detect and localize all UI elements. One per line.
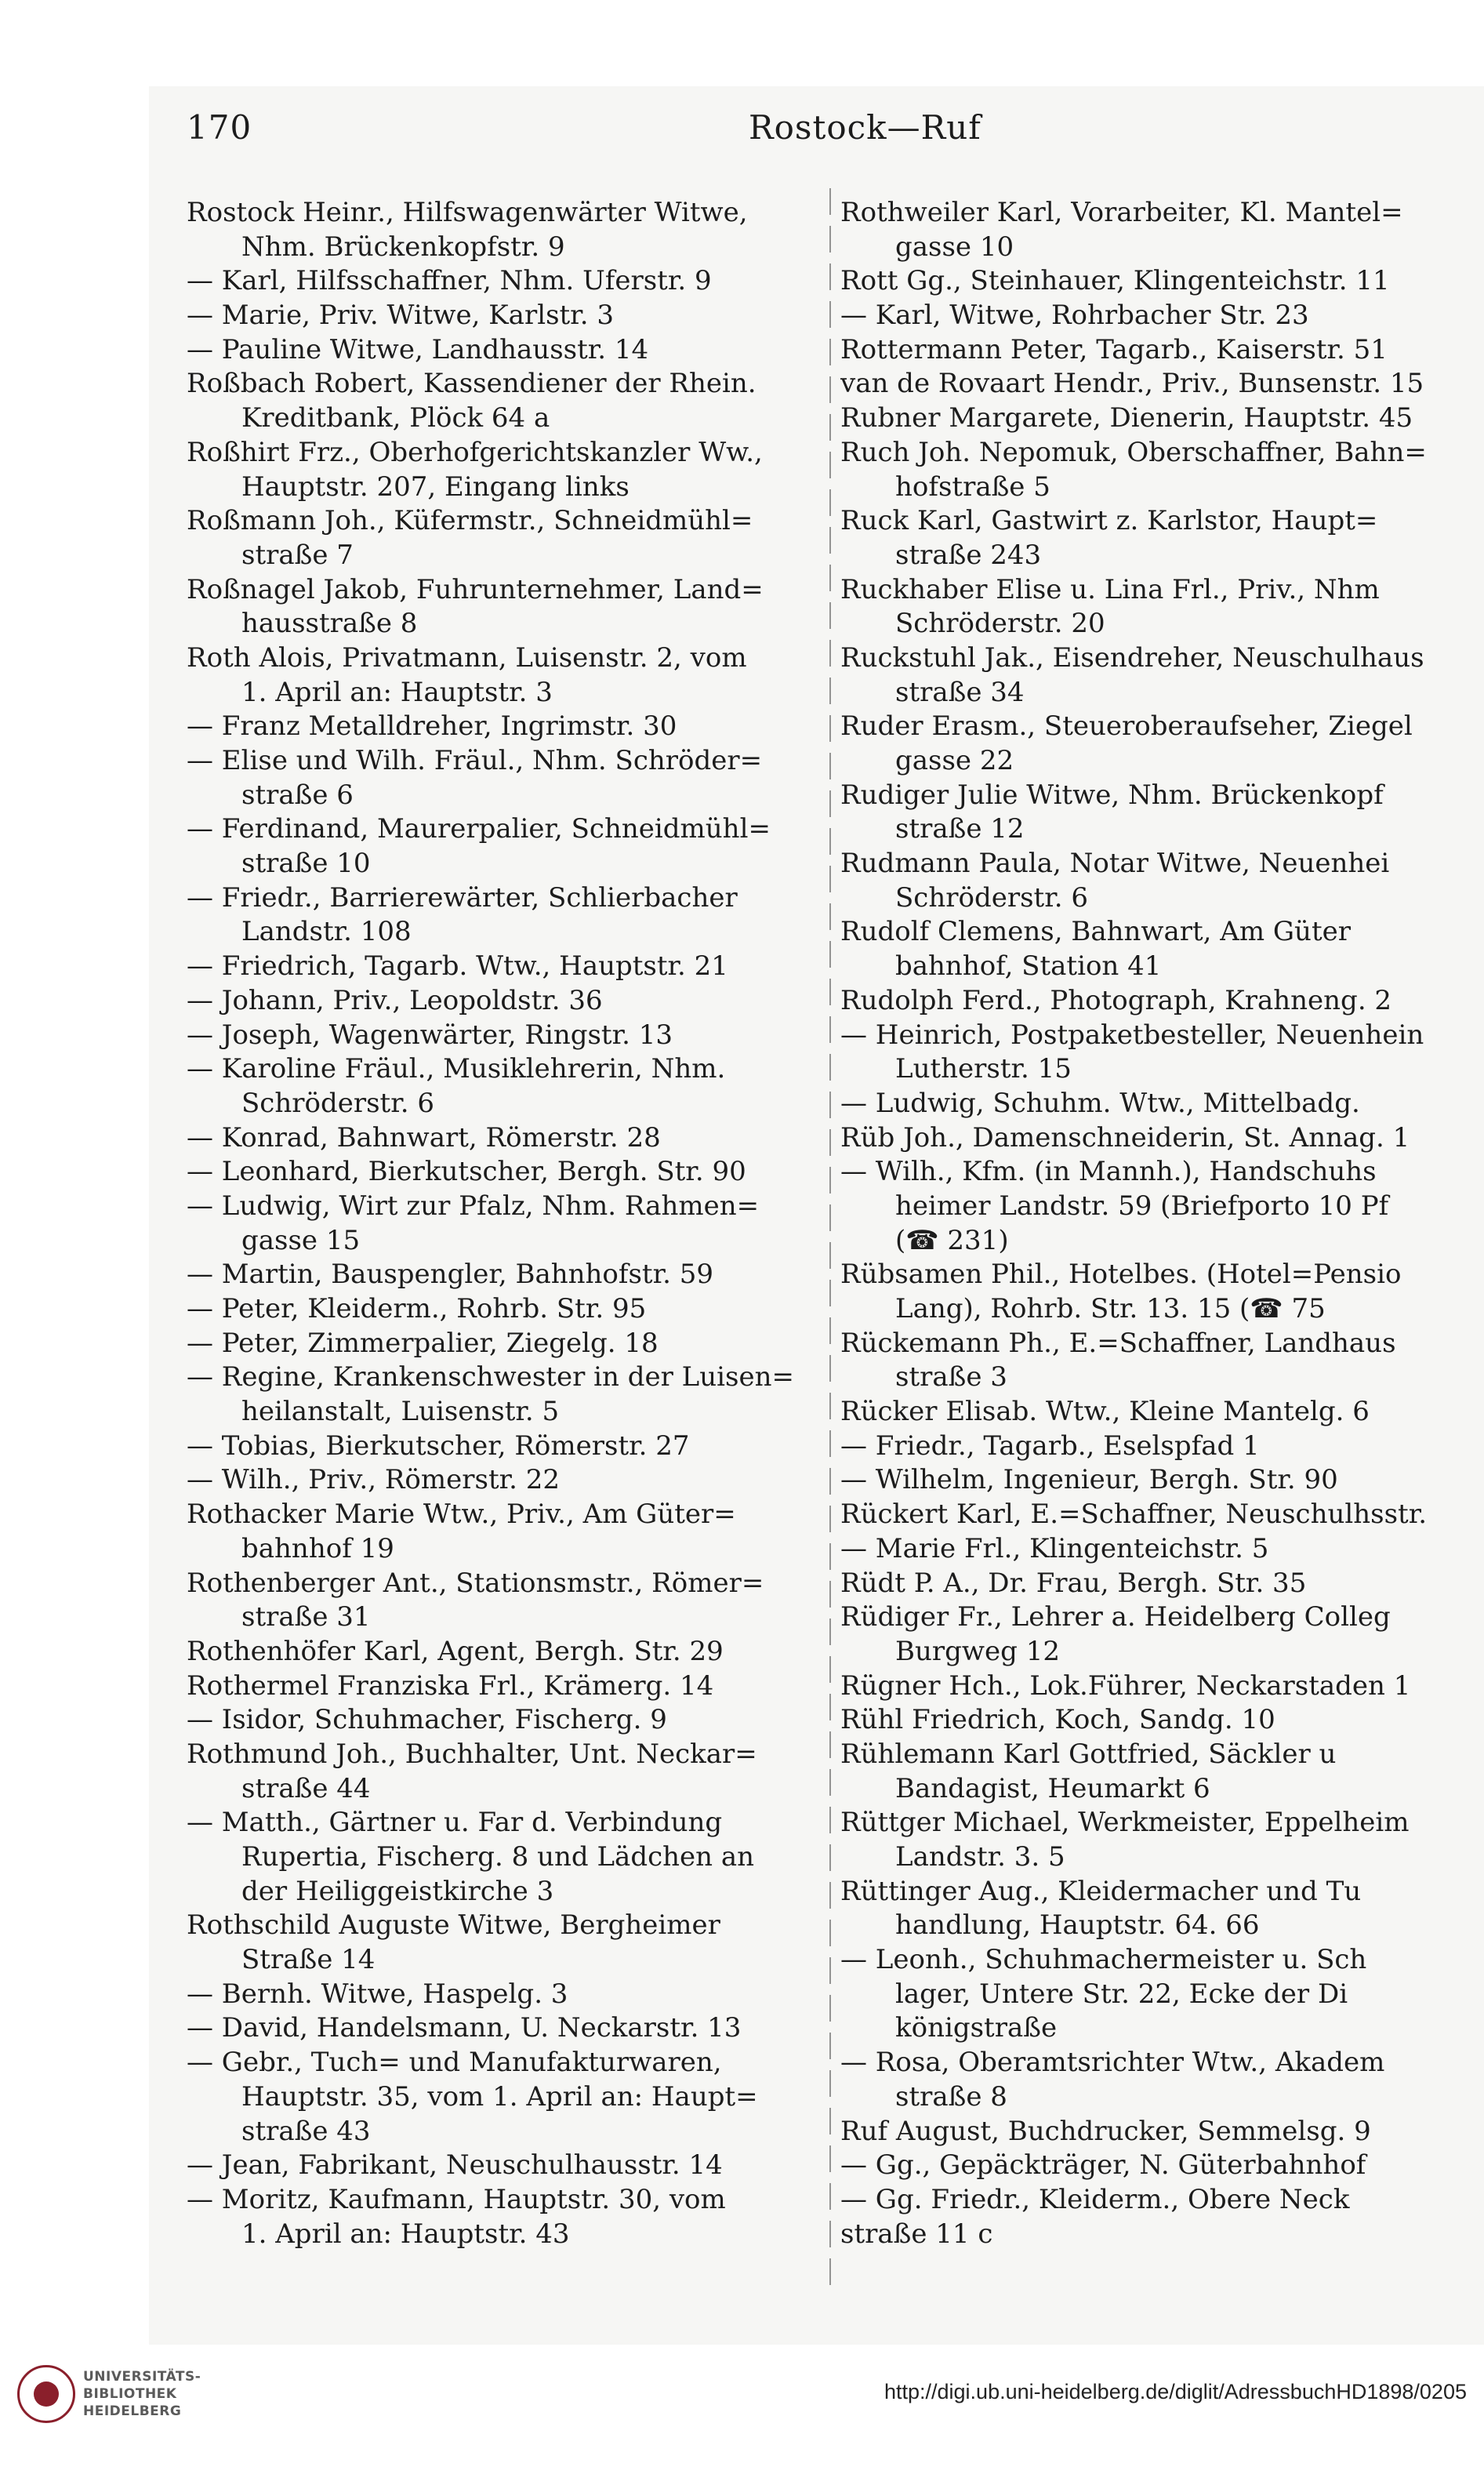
directory-entry-line: — David, Handelsmann, U. Neckarstr. 13 [187,2012,742,2044]
directory-entry-line: — Pauline Witwe, Landhausstr. 14 [187,333,649,365]
directory-entry-line: — Gebr., Tuch= und Manufakturwaren, [187,2047,722,2079]
directory-entry-line: — Karl, Hilfsschaffner, Nhm. Uferstr. 9 [187,265,712,297]
directory-entry-line: heimer Landstr. 59 (Briefporto 10 Pf [895,1190,1389,1222]
directory-entry-line: Burgweg 12 [895,1635,1060,1667]
directory-entry-line: Rothermel Franziska Frl., Krämerg. 14 [187,1669,714,1702]
directory-entry-line: 1. April an: Hauptstr. 3 [241,676,553,708]
directory-entry-line: — Ferdinand, Maurerpalier, Schneidmühl= [187,813,771,845]
directory-entry-line: — Heinrich, Postpaketbesteller, Neuenhein [840,1019,1424,1051]
directory-entry-line: straße 31 [241,1601,371,1633]
directory-entry-line: Rubner Margarete, Dienerin, Hauptstr. 45 [840,402,1413,434]
directory-entry-line: — Leonhard, Bierkutscher, Bergh. Str. 90 [187,1156,746,1188]
directory-entry-line: Rücker Elisab. Wtw., Kleine Mantelg. 6 [840,1396,1370,1428]
directory-entry-line: Rudolf Clemens, Bahnwart, Am Güter [840,916,1351,948]
directory-entry-line: Rüttinger Aug., Kleidermacher und Tu [840,1875,1362,1907]
library-logo [17,2365,201,2423]
directory-entry-line: Rückemann Ph., E.=Schaffner, Landhaus [840,1327,1396,1359]
directory-entry-line: — Moritz, Kaufmann, Hauptstr. 30, vom [187,2183,726,2215]
directory-entry-line: gasse 10 [895,231,1014,263]
directory-entry-line: Lutherstr. 15 [895,1053,1072,1085]
directory-entry-line: gasse 22 [895,745,1014,776]
directory-entry-line: Nhm. Brückenkopfstr. 9 [241,231,565,263]
directory-entry-line: — Matth., Gärtner u. Far d. Verbindung [187,1807,723,1839]
directory-entry-line: königstraße [895,2012,1058,2044]
directory-entry-line: — Wilh., Priv., Römerstr. 22 [187,1464,561,1496]
library-name-line: BIBLIOTHEK [83,2386,177,2402]
directory-entry-line: lager, Untere Str. 22, Ecke der Di [895,1978,1348,2010]
directory-entry-line: hausstraße 8 [241,608,418,640]
directory-entry-line: Lang), Rohrb. Str. 13. 15 (☎ 75 [895,1293,1326,1324]
directory-entry-line: Rupertia, Fischerg. 8 und Lädchen an [241,1841,755,1873]
directory-entry-line: Rothschild Auguste Witwe, Bergheimer [187,1909,720,1942]
directory-entry-line: — Marie Frl., Klingenteichstr. 5 [840,1532,1269,1564]
directory-entry-line: Schröderstr. 6 [241,1087,434,1119]
directory-entry-line: Rüttger Michael, Werkmeister, Eppelheim [840,1807,1410,1839]
directory-entry-line: straße 34 [895,676,1025,708]
directory-entry-line: (☎ 231) [895,1224,1009,1256]
directory-entry-line: Rügner Hch., Lok.Führer, Neckarstaden 1 [840,1669,1411,1702]
directory-entry-line: straße 3 [895,1361,1007,1393]
directory-entry-line: Rudiger Julie Witwe, Nhm. Brückenkopf [840,779,1384,811]
directory-entry-line: — Karl, Witwe, Rohrbacher Str. 23 [840,300,1309,332]
directory-entry-line: — Karoline Fräul., Musiklehrerin, Nhm. [187,1053,726,1085]
directory-entry-line: — Peter, Zimmerpalier, Ziegelg. 18 [187,1327,659,1359]
library-name-line: UNIVERSITÄTS- [83,2369,201,2385]
footer-bar [0,2351,1484,2485]
directory-entry-line: Straße 14 [241,1944,376,1976]
directory-entry-line: Rott Gg., Steinhauer, Klingenteichstr. 11 [840,265,1390,297]
directory-entry-line: Rothenberger Ant., Stationsmstr., Römer= [187,1567,764,1599]
directory-entry-line: Hauptstr. 207, Eingang links [241,470,630,503]
directory-entry-line: Ruch Joh. Nepomuk, Oberschaffner, Bahn= [840,436,1427,468]
directory-entry-line: — Konrad, Bahnwart, Römerstr. 28 [187,1121,661,1153]
directory-entry-line: Rübsamen Phil., Hotelbes. (Hotel=Pensio [840,1259,1402,1291]
directory-entry-line: — Elise und Wilh. Fräul., Nhm. Schröder= [187,745,763,776]
directory-entry-line: Ruck Karl, Gastwirt z. Karlstor, Haupt= [840,505,1378,537]
running-header: Rostock—Ruf [749,108,981,147]
library-name [83,2368,201,2420]
directory-entry-line: gasse 15 [241,1224,361,1256]
directory-entry-line: van de Rovaart Hendr., Priv., Bunsenstr. 15 [840,368,1424,400]
directory-entry-line: — Ludwig, Wirt zur Pfalz, Nhm. Rahmen= [187,1190,760,1222]
directory-entry-line: — Peter, Kleiderm., Rohrb. Str. 95 [187,1293,647,1324]
directory-entry-line: Roßbach Robert, Kassendiener der Rhein. [187,368,757,400]
right-column [840,196,1484,2251]
directory-entry-line: — Franz Metalldreher, Ingrimstr. 30 [187,710,677,743]
directory-entry-line: — Rosa, Oberamtsrichter Wtw., Akadem [840,2047,1385,2079]
directory-entry-line: — Martin, Bauspengler, Bahnhofstr. 59 [187,1259,713,1291]
directory-entry-line: hofstraße 5 [895,470,1050,503]
directory-entry-line: straße 243 [895,539,1042,571]
directory-entry-line: — Ludwig, Schuhm. Wtw., Mittelbadg. [840,1087,1360,1119]
directory-entry-line: Rüb Joh., Damenschneiderin, St. Annag. 1 [840,1121,1410,1153]
directory-entry-line: Rothacker Marie Wtw., Priv., Am Güter= [187,1499,736,1531]
directory-entry-line: handlung, Hauptstr. 64. 66 [895,1909,1260,1942]
directory-entry-line: — Regine, Krankenschwester in der Luisen= [187,1361,794,1393]
directory-entry-line: — Leonh., Schuhmachermeister u. Sch [840,1944,1367,1976]
directory-entry-line: Roßmann Joh., Küfermstr., Schneidmühl= [187,505,753,537]
directory-entry-line: straße 8 [895,2080,1007,2113]
directory-entry-line: Schröderstr. 6 [895,881,1088,914]
directory-entry-line: — Johann, Priv., Leopoldstr. 36 [187,984,603,1016]
directory-entry-line: bahnhof 19 [241,1532,394,1564]
directory-entry-line: Rühlemann Karl Gottfried, Säckler u [840,1738,1337,1770]
directory-entry-line: Rückert Karl, E.=Schaffner, Neuschulhsstr. [840,1499,1428,1531]
directory-entry-line: Roßhirt Frz., Oberhofgerichtskanzler Ww., [187,436,763,468]
directory-entry-line: bahnhof, Station 41 [895,950,1162,983]
directory-entry-line: — Bernh. Witwe, Haspelg. 3 [187,1978,568,2010]
seal-icon [17,2365,75,2423]
directory-entry-line: — Friedr., Barrierewärter, Schlierbacher [187,881,738,914]
directory-entry-line: — Jean, Fabrikant, Neuschulhausstr. 14 [187,2149,723,2182]
directory-entry-line: — Wilh., Kfm. (in Mannh.), Handschuhs [840,1156,1377,1188]
directory-entry-line: Hauptstr. 35, vom 1. April an: Haupt= [241,2080,758,2113]
directory-entry-line: — Friedrich, Tagarb. Wtw., Hauptstr. 21 [187,950,728,983]
directory-entry-line: Rothmund Joh., Buchhalter, Unt. Neckar= [187,1738,757,1770]
directory-entry-line: Ruckstuhl Jak., Eisendreher, Neuschulhaus [840,641,1424,674]
page-number: 170 [187,108,252,147]
directory-entry-line: — Tobias, Bierkutscher, Römerstr. 27 [187,1430,690,1462]
directory-entry-line: 1. April an: Hauptstr. 43 [241,2218,570,2250]
directory-entry-line: Rühl Friedrich, Koch, Sandg. 10 [840,1704,1275,1736]
directory-entry-line: — Joseph, Wagenwärter, Ringstr. 13 [187,1019,673,1051]
directory-entry-line: straße 12 [895,813,1025,845]
directory-entry-line: Roßnagel Jakob, Fuhrunternehmer, Land= [187,573,764,605]
directory-entry-line: Schröderstr. 20 [895,608,1105,640]
directory-entry-line: Ruf August, Buchdrucker, Semmelsg. 9 [840,2115,1371,2147]
directory-entry-line: straße 10 [241,848,371,880]
directory-entry-line: Rothweiler Karl, Vorarbeiter, Kl. Mantel= [840,197,1403,228]
directory-entry-line: straße 11 c [840,2218,993,2250]
directory-entry-line: straße 44 [241,1772,371,1804]
column-divider [829,188,831,2290]
directory-entry-line: Roth Alois, Privatmann, Luisenstr. 2, vom [187,641,747,674]
directory-entry-line: Rottermann Peter, Tagarb., Kaiserstr. 51 [840,333,1388,365]
directory-entry-line: Rüdiger Fr., Lehrer a. Heidelberg Colleg [840,1601,1391,1633]
directory-entry-line: Rüdt P. A., Dr. Frau, Bergh. Str. 35 [840,1567,1307,1599]
directory-entry-line: straße 6 [241,779,354,811]
directory-entry-line: — Gg., Gepäckträger, N. Güterbahnhof [840,2149,1366,2182]
directory-entry-line: der Heiliggeistkirche 3 [241,1875,554,1907]
directory-entry-line: — Gg. Friedr., Kleiderm., Obere Neck [840,2183,1350,2215]
directory-entry-line: Rudolph Ferd., Photograph, Krahneng. 2 [840,984,1392,1016]
directory-entry-line: Ruder Erasm., Steueroberaufseher, Ziegel [840,710,1413,743]
directory-entry-line: Rostock Heinr., Hilfswagenwärter Witwe, [187,197,748,228]
directory-entry-line: straße 7 [241,539,354,571]
directory-entry-line: Ruckhaber Elise u. Lina Frl., Priv., Nhm [840,573,1380,605]
directory-entry-line: Rudmann Paula, Notar Witwe, Neuenhei [840,848,1390,880]
directory-entry-line: Landstr. 108 [241,916,412,948]
directory-entry-line: — Isidor, Schuhmacher, Fischerg. 9 [187,1704,667,1736]
directory-entry-line: heilanstalt, Luisenstr. 5 [241,1396,560,1428]
directory-entry-line: — Marie, Priv. Witwe, Karlstr. 3 [187,300,614,332]
directory-entry-line: — Friedr., Tagarb., Eselspfad 1 [840,1430,1260,1462]
directory-entry-line: — Wilhelm, Ingenieur, Bergh. Str. 90 [840,1464,1338,1496]
directory-entry-line: Rothenhöfer Karl, Agent, Bergh. Str. 29 [187,1635,724,1667]
left-column [187,196,820,2251]
source-url[interactable]: http://digi.ub.uni-heidelberg.de/diglit/AdressbuchHD1898/0205 [884,2380,1467,2403]
library-name-line: HEIDELBERG [83,2403,182,2419]
directory-entry-line: Kreditbank, Plöck 64 a [241,402,550,434]
directory-entry-line: Bandagist, Heumarkt 6 [895,1772,1210,1804]
directory-entry-line: Landstr. 3. 5 [895,1841,1065,1873]
directory-entry-line: straße 43 [241,2115,371,2147]
